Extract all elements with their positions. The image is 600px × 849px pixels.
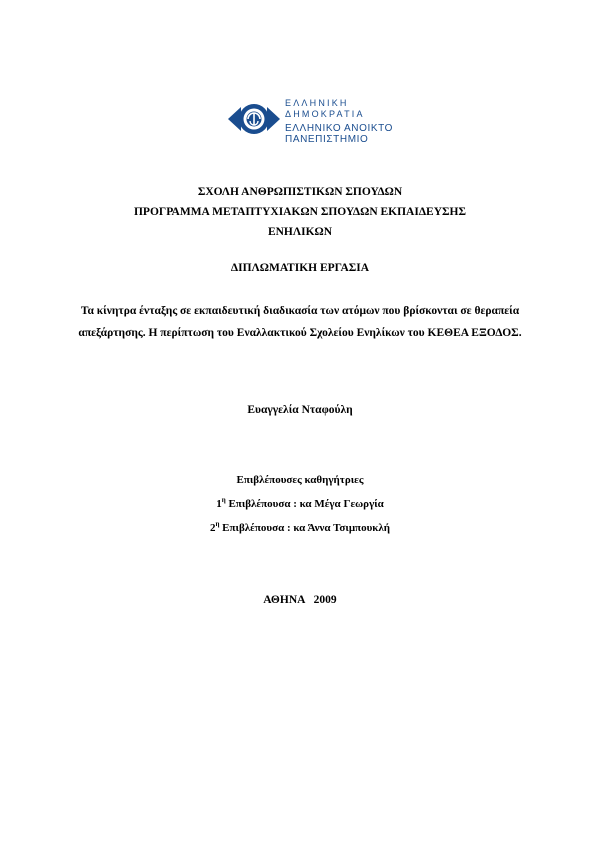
- supervisor-second: [0, 514, 600, 538]
- university-emblem-icon: [228, 100, 280, 138]
- supervisors-heading: Επιβλέπουσες καθηγήτριες: [236, 474, 364, 486]
- school-heading: [0, 182, 600, 242]
- school-line-2: ΠΡΟΓΡΑΜΜΑ ΜΕΤΑΠΤΥΧΙΑΚΩΝ ΣΠΟΥΔΩΝ ΕΚΠΑΙΔΕΥΣΗΣ: [133, 206, 467, 218]
- supervisor-first: [0, 490, 600, 514]
- supervisor-first-sup: η: [221, 496, 226, 504]
- logo-text: [285, 98, 393, 145]
- school-line-1: ΣΧΟΛΗ ΑΝΘΡΩΠΙΣΤΙΚΩΝ ΣΠΟΥΔΩΝ: [197, 186, 403, 198]
- logo-line-4: ΠΑΝΕΠΙΣΤΗΜΙΟ: [285, 134, 369, 145]
- supervisor-second-num: 2: [209, 522, 216, 534]
- logo-line-2: ΔΗΜΟΚΡΑΤΙΑ: [285, 109, 365, 119]
- logo-line-3: ΕΛΛΗΝΙΚΟ ΑΝΟΙΚΤΟ: [285, 123, 394, 134]
- logo-line-1: ΕΛΛΗΝΙΚΗ: [285, 98, 349, 108]
- document-type: ΔΙΠΛΩΜΑΤΙΚΗ ΕΡΓΑΣΙΑ: [230, 262, 370, 274]
- school-line-3: ΕΝΗΛΙΚΩΝ: [267, 226, 333, 238]
- place-year: ΑΘΗΝΑ 2009: [263, 594, 337, 606]
- supervisor-second-sup: η: [215, 520, 220, 528]
- author-name: Ευαγγελία Νταφούλη: [247, 404, 353, 416]
- supervisor-second-text: Επιβλέπουσα : κα Άννα Τσιμπουκλή: [219, 522, 391, 534]
- university-logo: [228, 98, 394, 148]
- thesis-title: Τα κίνητρα ένταξης σε εκπαιδευτική διαδικασία των ατόμων που βρίσκονται σε θεραπεία απεξάρτησης. Η περίπτωση του Εναλλακτικού Σχολείου Ενηλίκων του ΚΕΘΕΑ ΕΞΟΔΟΣ.: [78, 305, 522, 339]
- supervisor-first-num: 1: [216, 498, 222, 510]
- supervisors-block: [0, 470, 600, 538]
- supervisor-first-text: Επιβλέπουσα : κα Μέγα Γεωργία: [225, 498, 384, 510]
